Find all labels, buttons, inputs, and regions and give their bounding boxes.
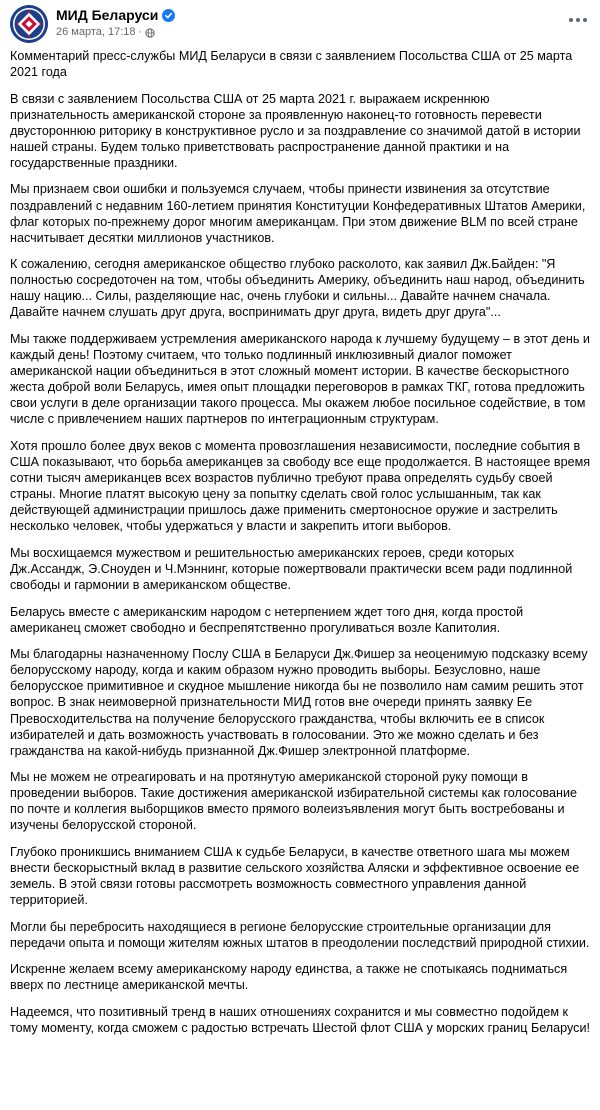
post-paragraph: К сожалению, сегодня американское общество глубоко расколото, как заявил Дж.Байден: "Я полностью сосредоточен на том, чтобы объединить Америку, объединить наш народ, объединить нашу нацию... Силы, разделяющие нас, очень глубоки и сильны... Давайте начнем сначала. Давайте начнем слушать друг друга, воспринимать друг друга, видеть друг друга"... <box>10 257 585 320</box>
separator-dot: · <box>138 26 143 38</box>
post-paragraph: В связи с заявлением Посольства США от 25 марта 2021 г. выражаем искреннюю признательность американской стороне за проявленную наконец-то готовность перевести двустороннюю риторику в конструктивное русло и за поздравление со значимой датой в истории нашей страны. Будем только приветствовать распространение данной практики и на государственные праздники. <box>10 91 581 170</box>
post-paragraph: Беларусь вместе с американским народом с нетерпением ждет того дня, когда простой американец сможет свободно и беспрепятственно прогуливаться возле Капитолия. <box>10 604 524 635</box>
post-paragraph: Мы признаем свои ошибки и пользуемся случаем, чтобы принести извинения за отсутствие поздравлений с недавним 160-летием принятия Конституции Конфедеративных Штатов Америки, флаг которых по-прежнему дорог многим американцам. При этом движение BLM по всей стране насчитывает десятки миллионов участников. <box>10 182 586 245</box>
post-paragraph: Мы не можем не отреагировать и на протянутую американской стороной руку помощи в проведении выборов. Такие достижения американской избирательной системы как голосование по почте и коллегия выборщиков вместо прямого волеизъявления могут быть востребованы и изучены белорусской стороной. <box>10 770 577 833</box>
globe-icon <box>145 28 155 38</box>
post-paragraph: Могли бы перебросить находящиеся в регионе белорусские строительные организации для передачи опыта и помощи жителям южных штатов в преодолении последствий природной стихии. <box>10 919 590 950</box>
post-paragraph: Мы благодарны назначенному Послу США в Беларуси Дж.Фишер за неоценимую подсказку всему белорусскому народу, когда и каким образом нужно проводить выборы. Безусловно, наше белорусское примитивное и скудное мышление никогда бы не позволило нам самим решить этот вопрос. В знак неимоверной признательности МИД готов вне очереди принять заявку Ее Превосходительства на получение белорусского гражданства, чтобы включить ее в список избирателей и дать возможность участвовать в голосовании. Это же можно сделать и без гражданства на какой-нибудь признанной Дж.Фишер электронной платформе. <box>10 647 588 758</box>
post-paragraph: Мы восхищаемся мужеством и решительностью американских героев, среди которых Дж.Ассандж, Э.Сноуден и Ч.Мэннинг, которые пожертвовали практически всем ради подлинной свободы и гармонии в американском обществе. <box>10 545 573 593</box>
name-row <box>56 7 175 23</box>
page-avatar[interactable] <box>10 5 48 43</box>
post-subline <box>56 26 175 39</box>
page-name[interactable]: МИД Беларуси <box>56 7 159 23</box>
post-header <box>0 0 600 48</box>
post-paragraph: Искренне желаем всему американскому народу единства, а также не спотыкаясь подниматься вверх по лестнице американской мечты. <box>10 962 568 993</box>
post-body <box>0 48 600 1036</box>
post-meta <box>56 4 175 39</box>
post-paragraph: Хотя прошло более двух веков с момента провозглашения независимости, последние события в США показывают, что борьба американцев за свободу все еще продолжается. В настоящее время сотни тысяч американцев всех возрастов публично требуют права определять судьбу своей страны. Многие платят высокую цену за попытку сделать свой голос услышанным, так как действующей администрации пришлось даже применить смертоносное оружие и застрелить несколько человек, чтобы удержаться у власти и закрепить итоги выборов. <box>10 438 591 534</box>
ministry-emblem-icon <box>10 5 48 43</box>
post-paragraph: Мы также поддерживаем устремления американского народа к лучшему будущему – в этот день и каждый день! Поэтому считаем, что только подлинный инклюзивный диалог поможет американской нации объединиться в этот сложный момент истории. В качестве бескорыстного жеста доброй воли Беларусь, имея опыт площадки переговоров в рамках ТКГ, готова предложить свои услуги в деле организации такого процесса. Мы окажем любое посильное содействие, в том числе с привлечением наших партнеров по интеграционным структурам. <box>10 331 590 427</box>
verified-badge-icon <box>162 9 175 22</box>
more-options-icon[interactable] <box>566 10 590 30</box>
post-paragraph: Комментарий пресс-службы МИД Беларуси в связи с заявлением Посольства США от 25 марта 2021 года <box>10 49 573 80</box>
post-paragraph: Глубоко проникшись вниманием США к судьбе Беларуси, в качестве ответного шага мы можем внести бескорыстный вклад в развитие сельского хозяйства Аляски и эффективное освоение ее земель. В этой связи готовы рассмотреть возможность совместного управления данной территорией. <box>10 844 580 908</box>
post-paragraph: Надеемся, что позитивный тренд в наших отношениях сохранится и мы совместно подойдем к тому моменту, когда сможем с радостью встречать Шестой флот США у морских границ Беларуси! <box>10 1004 590 1035</box>
post-date[interactable]: 26 марта, 17:18 <box>56 26 136 38</box>
